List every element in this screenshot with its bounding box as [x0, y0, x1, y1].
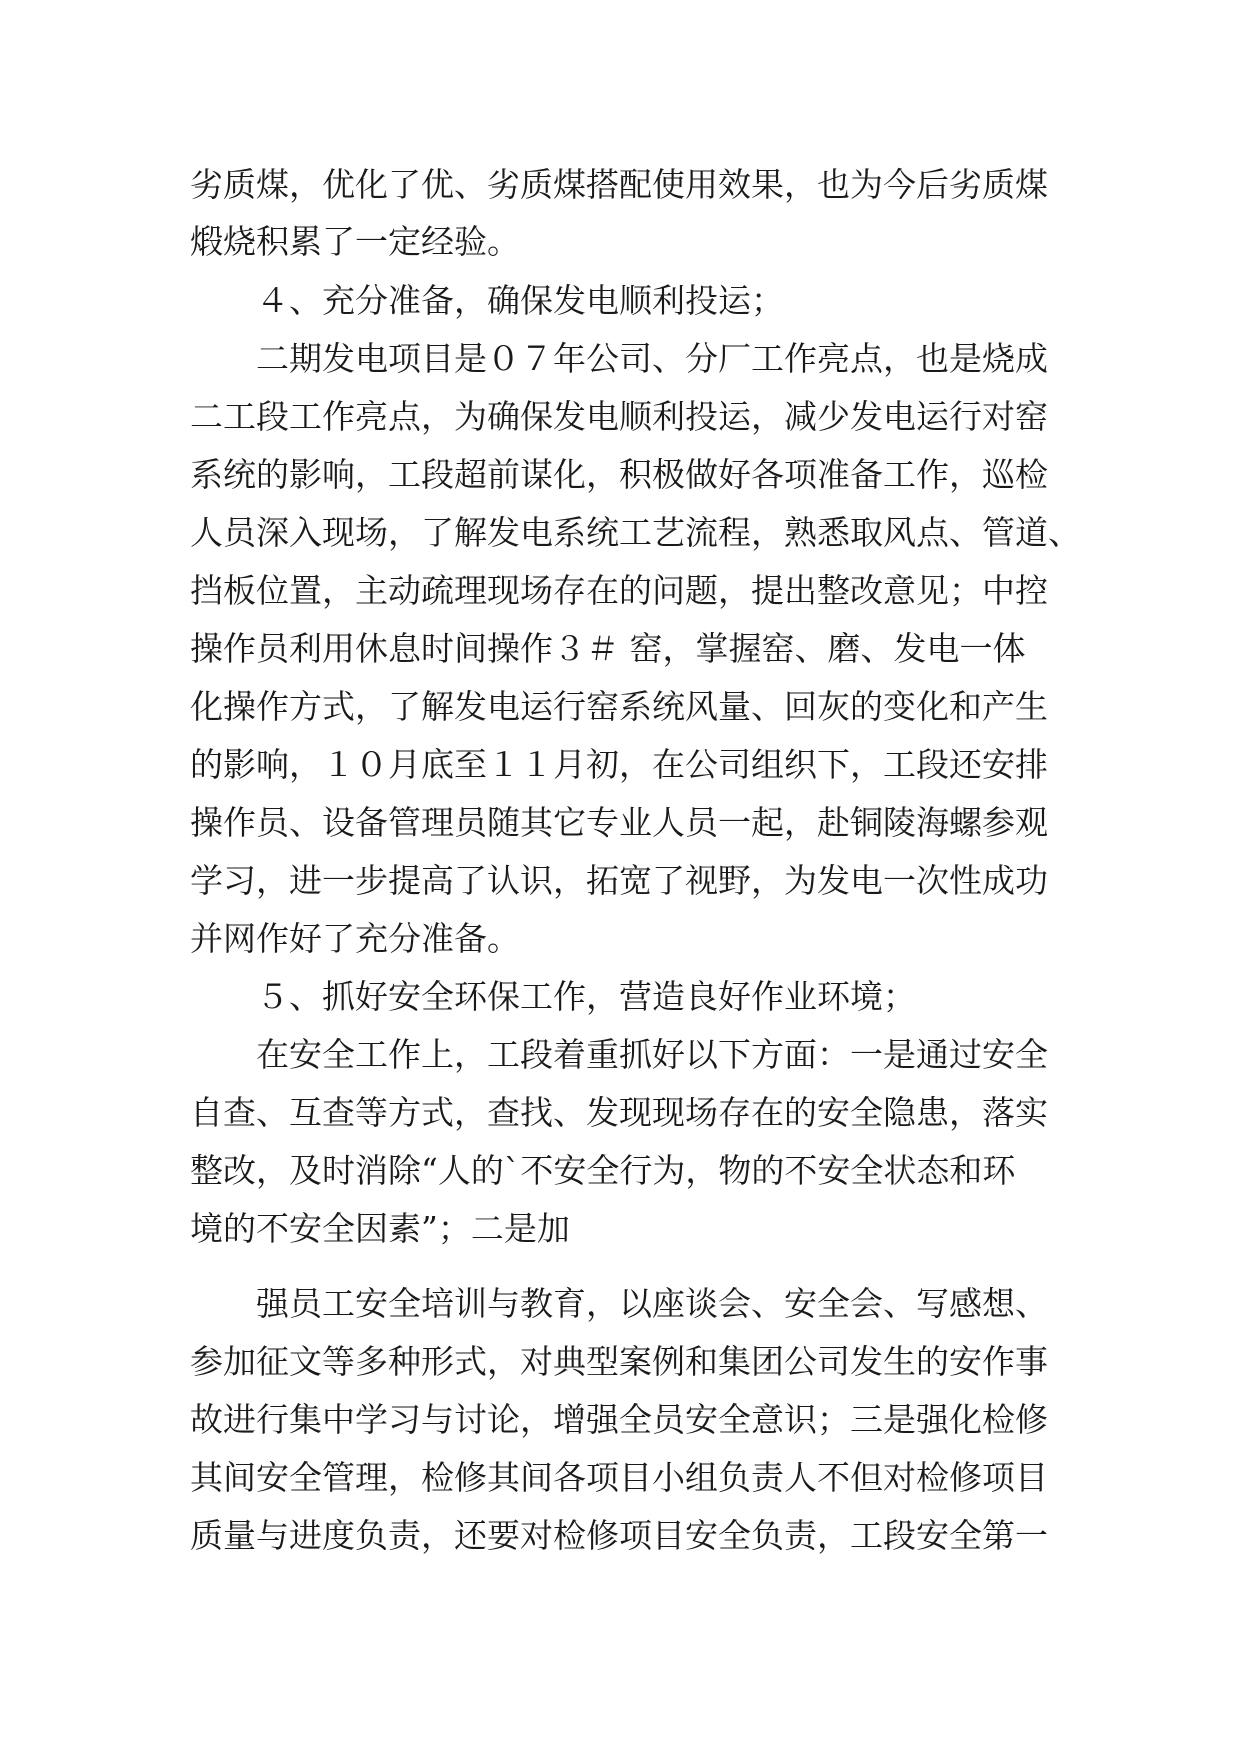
- text-line-21: 参加征文等多种形式，对典型案例和集团公司发生的安作事: [190, 1342, 1048, 1381]
- text-line-14: 并网作好了充分准备。: [190, 919, 520, 958]
- text-line-11: 的影响，１０月底至１１月初，在公司组织下，工段还安排: [190, 745, 1048, 784]
- text-line-1: 劣质煤，优化了优、劣质煤搭配使用效果，也为今后劣质煤: [190, 165, 1048, 204]
- text-line-17: 自查、互查等方式，查找、发现现场存在的安全隐患，落实: [190, 1093, 1048, 1132]
- text-line-22: 故进行集中学习与讨论，增强全员安全意识；三是强化检修: [190, 1400, 1048, 1439]
- text-line-6: 系统的影响，工段超前谋化，积极做好各项准备工作，巡检: [190, 455, 1048, 494]
- text-line-20: 强员工安全培训与教育，以座谈会、安全会、写感想、: [256, 1284, 1048, 1323]
- text-line-2: 煅烧积累了一定经验。: [190, 222, 520, 261]
- text-line-10: 化操作方式，了解发电运行窑系统风量、回灰的变化和产生: [190, 687, 1048, 726]
- text-line-7: 人员深入现场，了解发电系统工艺流程，熟悉取风点、管道、: [190, 513, 1081, 552]
- section-heading-5: ５、抓好安全环保工作，营造良好作业环境；: [256, 977, 916, 1016]
- text-line-13: 学习，进一步提高了认识，拓宽了视野，为发电一次性成功: [190, 861, 1048, 900]
- text-line-5: 二工段工作亮点，为确保发电顺利投运，减少发电运行对窑: [190, 397, 1048, 436]
- text-line-16: 在安全工作上，工段着重抓好以下方面：一是通过安全: [256, 1035, 1048, 1074]
- section-heading-4: ４、充分准备，确保发电顺利投运；: [256, 281, 784, 320]
- text-line-23: 其间安全管理，检修其间各项目小组负责人不但对检修项目: [190, 1458, 1048, 1497]
- text-line-24: 质量与进度负责，还要对检修项目安全负责，工段安全第一: [190, 1516, 1048, 1555]
- text-line-9: 操作员利用休息时间操作３＃ 窑，掌握窑、磨、发电一体: [190, 629, 1026, 668]
- text-line-4: 二期发电项目是０７年公司、分厂工作亮点，也是烧成: [256, 339, 1048, 378]
- text-line-19: 境的不安全因素”；二是加: [190, 1209, 570, 1248]
- text-line-18: 整改，及时消除“人的`不安全行为，物的不安全状态和环: [190, 1151, 1016, 1190]
- text-line-8: 挡板位置，主动疏理现场存在的问题，提出整改意见；中控: [190, 571, 1048, 610]
- text-line-12: 操作员、设备管理员随其它专业人员一起，赴铜陵海螺参观: [190, 803, 1048, 842]
